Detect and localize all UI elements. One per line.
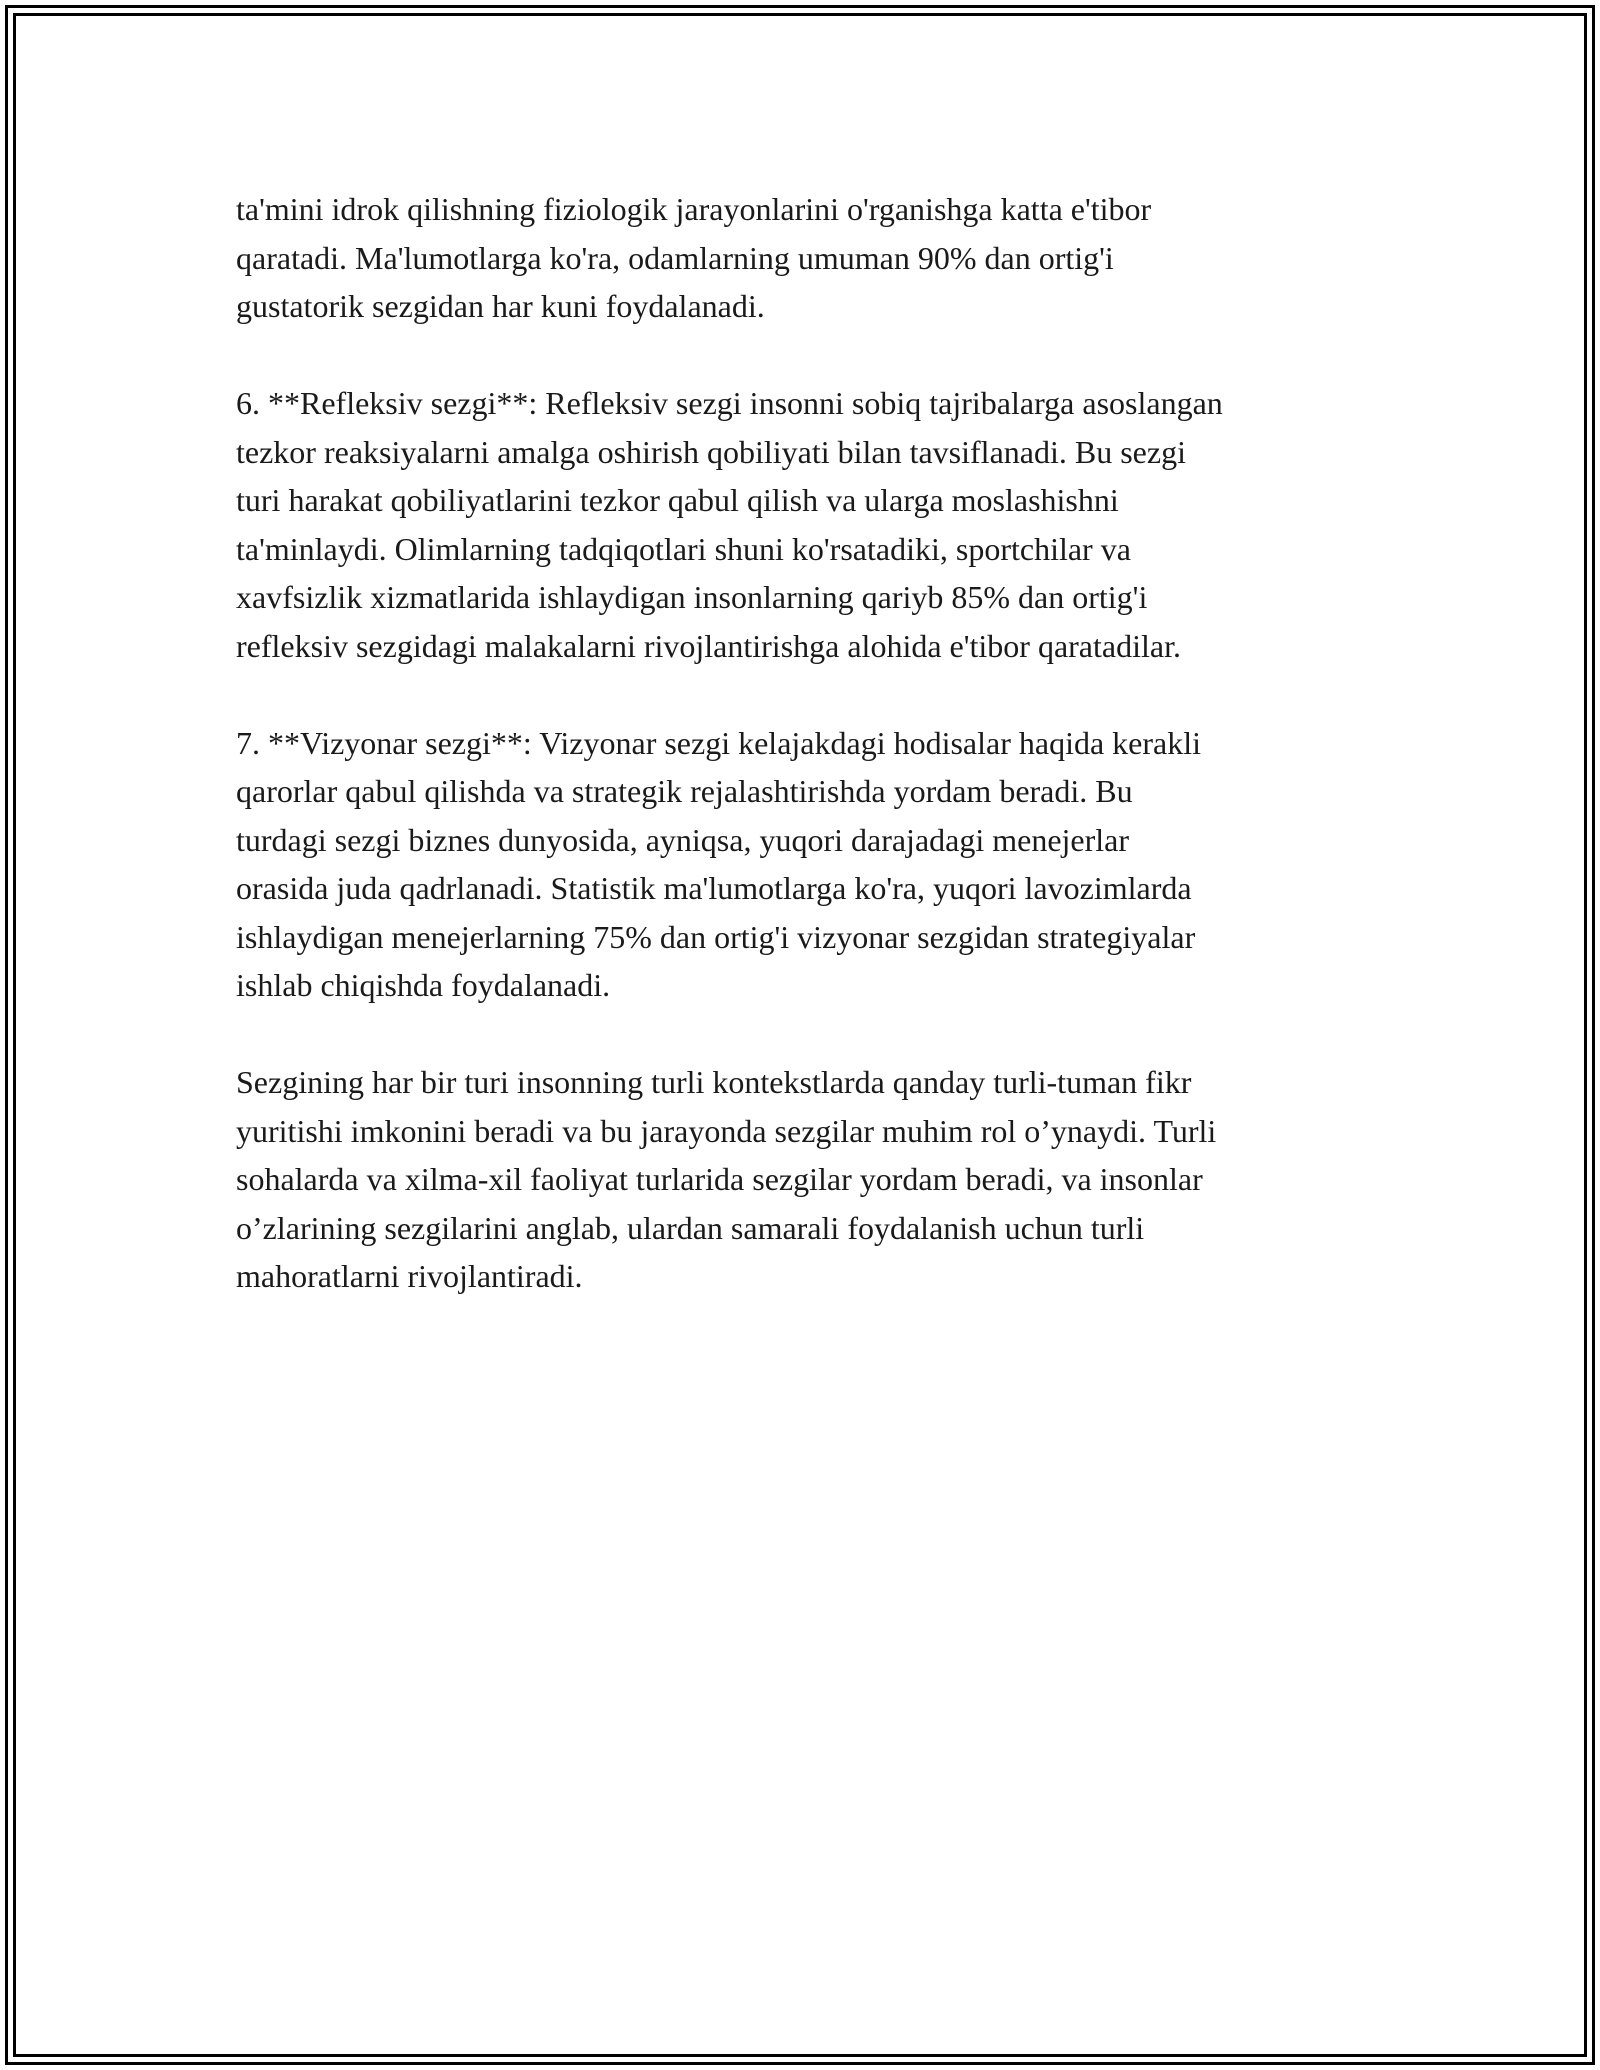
paragraph-visionary-sense: 7. **Vizyonar sezgi**: Vizyonar sezgi kelajakdagi hodisalar haqida kerakli qarorlar qabul qilishda va strategik rejalashtirishda yordam beradi. Bu turdagi sezgi biznes dunyosida, ayniqsa, yuqori darajadagi menejerlar orasida juda qadrlanadi. Statistik ma'lumotlarga ko'ra, yuqori lavozimlarda ishlaydigan menejerlarning 75% dan ortig'i vizyonar sezgidan strategiyalar ishlab chiqishda foydalanadi. <box>236 724 1202 1003</box>
paragraph-gustatory-continuation: ta'mini idrok qilishning fiziologik jarayonlarini o'rganishga katta e'tibor qaratadi. Ma'lumotlarga ko'ra, odamlarning umuman 90% dan ortig'i gustatorik sezgidan har kuni foydalanadi. <box>236 191 1152 324</box>
document-body <box>236 185 1386 1349</box>
paragraph-conclusion: Sezgining har bir turi insonning turli kontekstlarda qanday turli-tuman fikr yuritishi imkonini beradi va bu jarayonda sezgilar muhim rol o’ynaydi. Turli sohalarda va xilma-xil faoliyat turlarida sezgilar yordam beradi, va insonlar o’zlarining sezgilarini anglab, ulardan samarali foydalanish uchun turli mahoratlarni rivojlantiradi. <box>236 1064 1217 1294</box>
paragraph-reflexive-sense: 6. **Refleksiv sezgi**: Refleksiv sezgi insonni sobiq tajribalarga asoslangan tezkor reaksiyalarni amalga oshirish qobiliyati bilan tavsiflanadi. Bu sezgi turi harakat qobiliyatlarini tezkor qabul qilish va ularga moslashishni ta'minlaydi. Olimlarning tadqiqotlari shuni ko'rsatadiki, sportchilar va xavfsizlik xizmatlarida ishlaydigan insonlarning qariyb 85% dan ortig'i refleksiv sezgidagi malakalarni rivojlantirishga alohida e'tibor qaratadilar. <box>236 385 1223 664</box>
